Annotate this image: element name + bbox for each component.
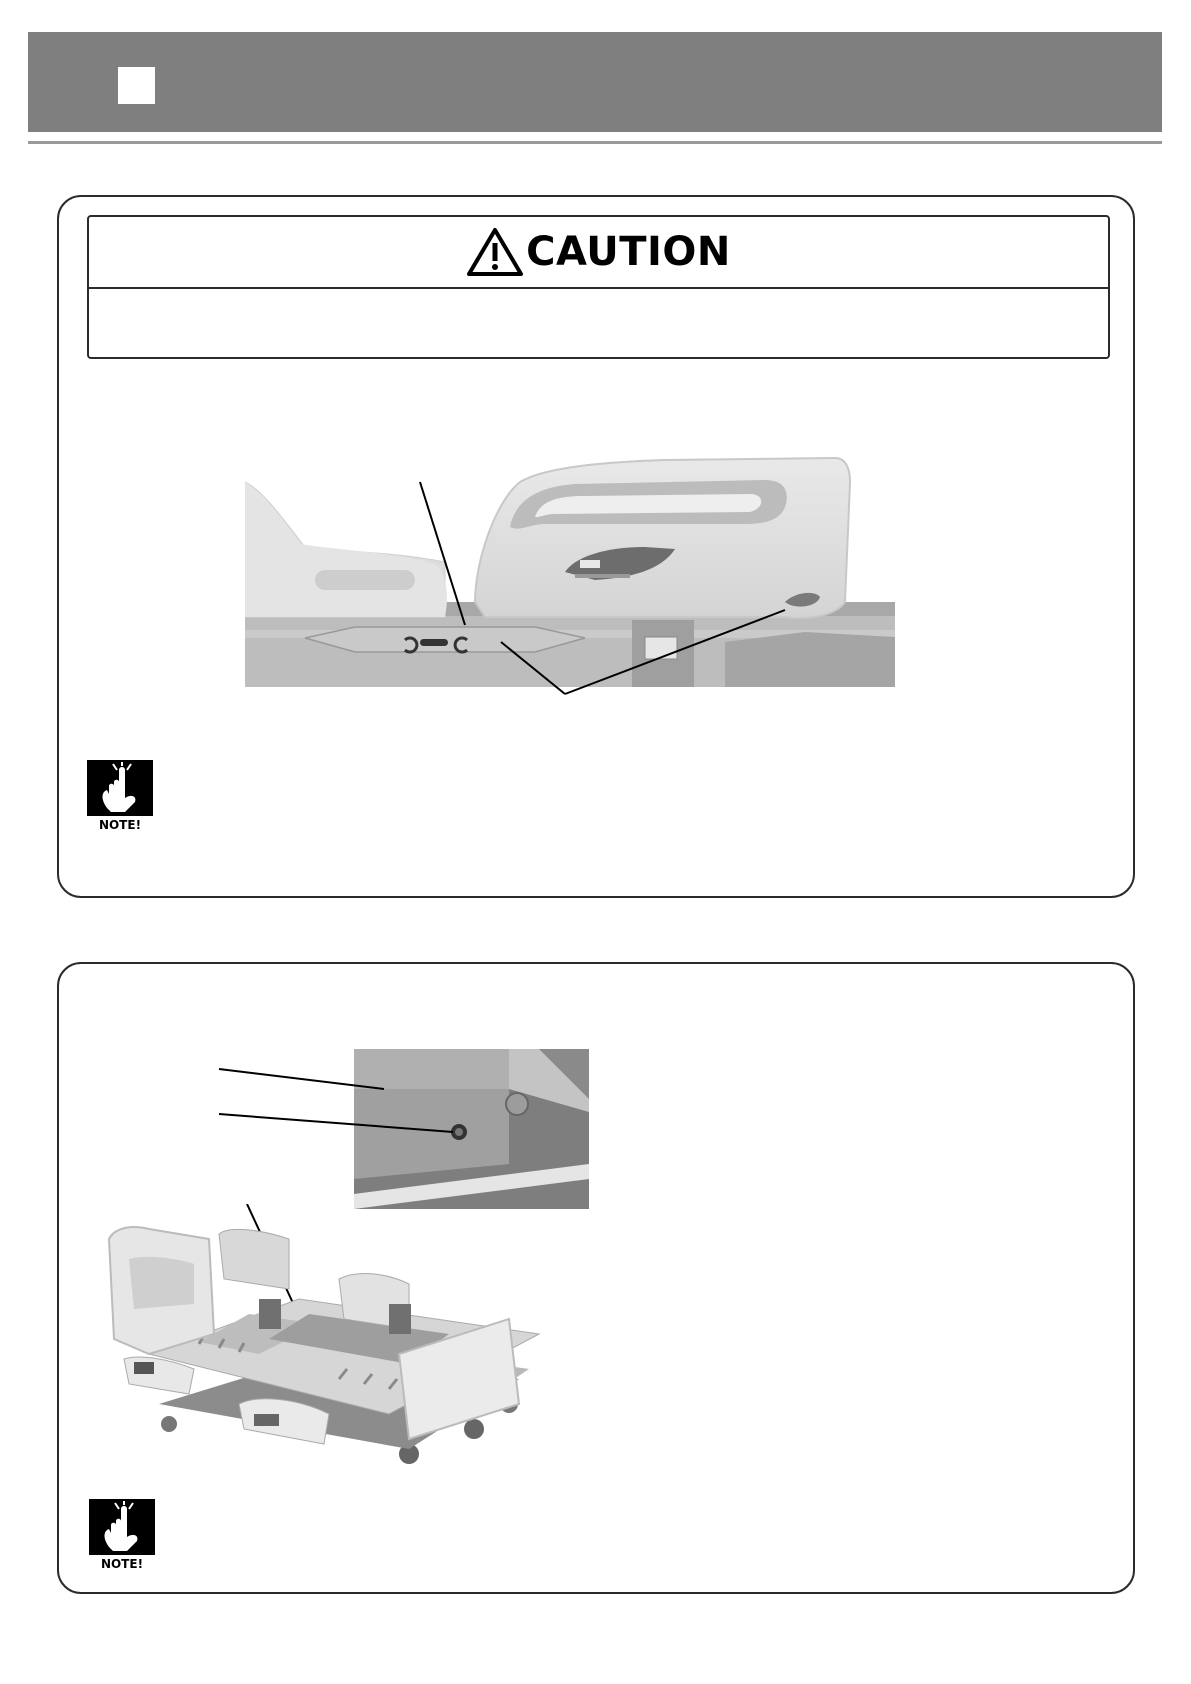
section-marker	[118, 67, 155, 104]
caution-panel	[57, 195, 1135, 898]
caution-box	[87, 215, 1110, 359]
pointing-hand-icon	[89, 1499, 155, 1555]
warning-triangle-icon	[466, 227, 524, 277]
caution-header	[89, 217, 1108, 289]
note-icon	[89, 1499, 155, 1571]
caution-body	[89, 289, 1108, 357]
header-rule	[28, 141, 1162, 144]
header-bar	[28, 32, 1162, 132]
caution-title: CAUTION	[526, 229, 731, 275]
pointing-hand-icon	[87, 760, 153, 816]
note-panel	[57, 962, 1135, 1594]
bed-illustration	[89, 1204, 589, 1474]
side-rail-figure	[245, 452, 905, 712]
note-label: NOTE!	[100, 1557, 144, 1571]
detail-photo	[209, 1044, 609, 1214]
note-label: NOTE!	[98, 818, 142, 832]
note-icon	[87, 760, 153, 832]
